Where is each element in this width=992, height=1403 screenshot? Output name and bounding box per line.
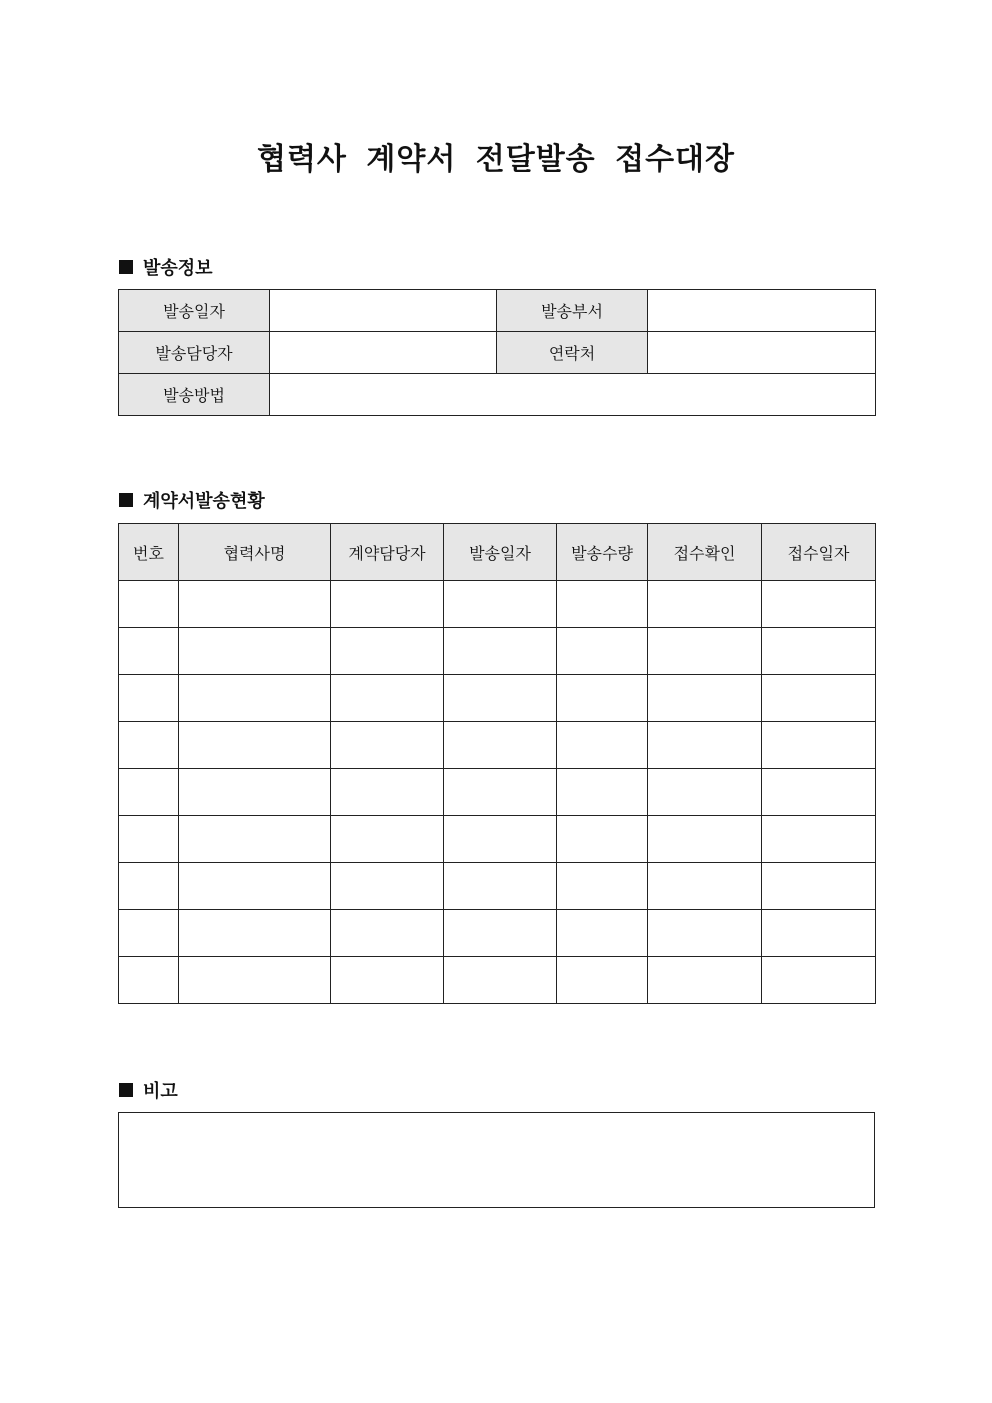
cell-number[interactable] — [119, 957, 179, 1004]
cell-send-date[interactable] — [444, 863, 557, 910]
cell-send-quantity[interactable] — [557, 675, 648, 722]
cell-partner-name[interactable] — [179, 675, 331, 722]
cell-receipt-check[interactable] — [648, 863, 762, 910]
cell-receipt-check[interactable] — [648, 581, 762, 628]
column-header-contract-manager: 계약담당자 — [331, 524, 444, 581]
cell-receipt-check[interactable] — [648, 957, 762, 1004]
column-header-send-quantity: 발송수량 — [557, 524, 648, 581]
cell-contract-manager[interactable] — [331, 722, 444, 769]
contact-field[interactable] — [648, 332, 876, 374]
cell-number[interactable] — [119, 769, 179, 816]
cell-partner-name[interactable] — [179, 722, 331, 769]
cell-partner-name[interactable] — [179, 581, 331, 628]
cell-number[interactable] — [119, 910, 179, 957]
cell-receipt-date[interactable] — [762, 769, 876, 816]
cell-send-quantity[interactable] — [557, 816, 648, 863]
status-table — [118, 523, 876, 1004]
cell-partner-name[interactable] — [179, 769, 331, 816]
cell-number[interactable] — [119, 816, 179, 863]
cell-partner-name[interactable] — [179, 816, 331, 863]
cell-send-date[interactable] — [444, 628, 557, 675]
cell-receipt-date[interactable] — [762, 722, 876, 769]
cell-send-quantity[interactable] — [557, 722, 648, 769]
cell-receipt-check[interactable] — [648, 628, 762, 675]
cell-send-quantity[interactable] — [557, 863, 648, 910]
status-table-body — [119, 581, 876, 1004]
cell-partner-name[interactable] — [179, 910, 331, 957]
table-row — [119, 957, 876, 1004]
square-bullet-icon — [119, 493, 133, 507]
cell-send-date[interactable] — [444, 722, 557, 769]
section-title: 발송정보 — [143, 258, 213, 279]
column-header-partner-name: 협력사명 — [179, 524, 331, 581]
column-header-receipt-check: 접수확인 — [648, 524, 762, 581]
cell-receipt-date[interactable] — [762, 957, 876, 1004]
table-row — [119, 628, 876, 675]
cell-contract-manager[interactable] — [331, 581, 444, 628]
section-heading-status — [119, 487, 265, 513]
table-row — [119, 769, 876, 816]
cell-send-date[interactable] — [444, 769, 557, 816]
table-row — [119, 863, 876, 910]
cell-number[interactable] — [119, 675, 179, 722]
section-heading-remarks — [119, 1077, 178, 1103]
cell-receipt-check[interactable] — [648, 816, 762, 863]
send-dept-field[interactable] — [648, 290, 876, 332]
remarks-field[interactable] — [118, 1112, 875, 1208]
send-manager-field[interactable] — [270, 332, 497, 374]
send-info-row — [119, 374, 876, 416]
cell-contract-manager[interactable] — [331, 910, 444, 957]
cell-receipt-check[interactable] — [648, 769, 762, 816]
cell-contract-manager[interactable] — [331, 628, 444, 675]
send-manager-label: 발송담당자 — [119, 332, 270, 374]
cell-send-date[interactable] — [444, 910, 557, 957]
cell-receipt-date[interactable] — [762, 581, 876, 628]
cell-send-quantity[interactable] — [557, 581, 648, 628]
column-header-send-date: 발송일자 — [444, 524, 557, 581]
cell-receipt-check[interactable] — [648, 675, 762, 722]
send-date-field[interactable] — [270, 290, 497, 332]
send-info-table — [118, 289, 876, 416]
send-method-label: 발송방법 — [119, 374, 270, 416]
column-header-receipt-date: 접수일자 — [762, 524, 876, 581]
cell-receipt-check[interactable] — [648, 722, 762, 769]
cell-send-date[interactable] — [444, 675, 557, 722]
cell-send-quantity[interactable] — [557, 628, 648, 675]
send-info-row — [119, 290, 876, 332]
table-row — [119, 675, 876, 722]
cell-send-quantity[interactable] — [557, 957, 648, 1004]
cell-partner-name[interactable] — [179, 863, 331, 910]
column-header-number: 번호 — [119, 524, 179, 581]
cell-send-date[interactable] — [444, 957, 557, 1004]
cell-receipt-date[interactable] — [762, 816, 876, 863]
cell-send-quantity[interactable] — [557, 769, 648, 816]
page-title: 협력사 계약서 전달발송 접수대장 — [256, 142, 736, 177]
send-info-row — [119, 332, 876, 374]
square-bullet-icon — [119, 1083, 133, 1097]
contact-label: 연락처 — [497, 332, 648, 374]
status-header-row — [119, 524, 876, 581]
cell-send-quantity[interactable] — [557, 910, 648, 957]
table-row — [119, 910, 876, 957]
cell-receipt-date[interactable] — [762, 863, 876, 910]
cell-receipt-check[interactable] — [648, 910, 762, 957]
send-dept-label: 발송부서 — [497, 290, 648, 332]
cell-receipt-date[interactable] — [762, 675, 876, 722]
square-bullet-icon — [119, 260, 133, 274]
send-date-label: 발송일자 — [119, 290, 270, 332]
section-title: 계약서발송현황 — [143, 491, 265, 512]
cell-contract-manager[interactable] — [331, 957, 444, 1004]
cell-number[interactable] — [119, 863, 179, 910]
cell-receipt-date[interactable] — [762, 910, 876, 957]
cell-send-date[interactable] — [444, 816, 557, 863]
cell-contract-manager[interactable] — [331, 769, 444, 816]
cell-contract-manager[interactable] — [331, 816, 444, 863]
cell-number[interactable] — [119, 722, 179, 769]
section-title: 비고 — [143, 1081, 178, 1102]
cell-number[interactable] — [119, 628, 179, 675]
send-method-field[interactable] — [270, 374, 876, 416]
cell-send-date[interactable] — [444, 581, 557, 628]
section-heading-send-info — [119, 254, 213, 280]
cell-receipt-date[interactable] — [762, 628, 876, 675]
cell-partner-name[interactable] — [179, 628, 331, 675]
table-row — [119, 816, 876, 863]
cell-contract-manager[interactable] — [331, 675, 444, 722]
cell-contract-manager[interactable] — [331, 863, 444, 910]
table-row — [119, 581, 876, 628]
table-row — [119, 722, 876, 769]
cell-number[interactable] — [119, 581, 179, 628]
cell-partner-name[interactable] — [179, 957, 331, 1004]
